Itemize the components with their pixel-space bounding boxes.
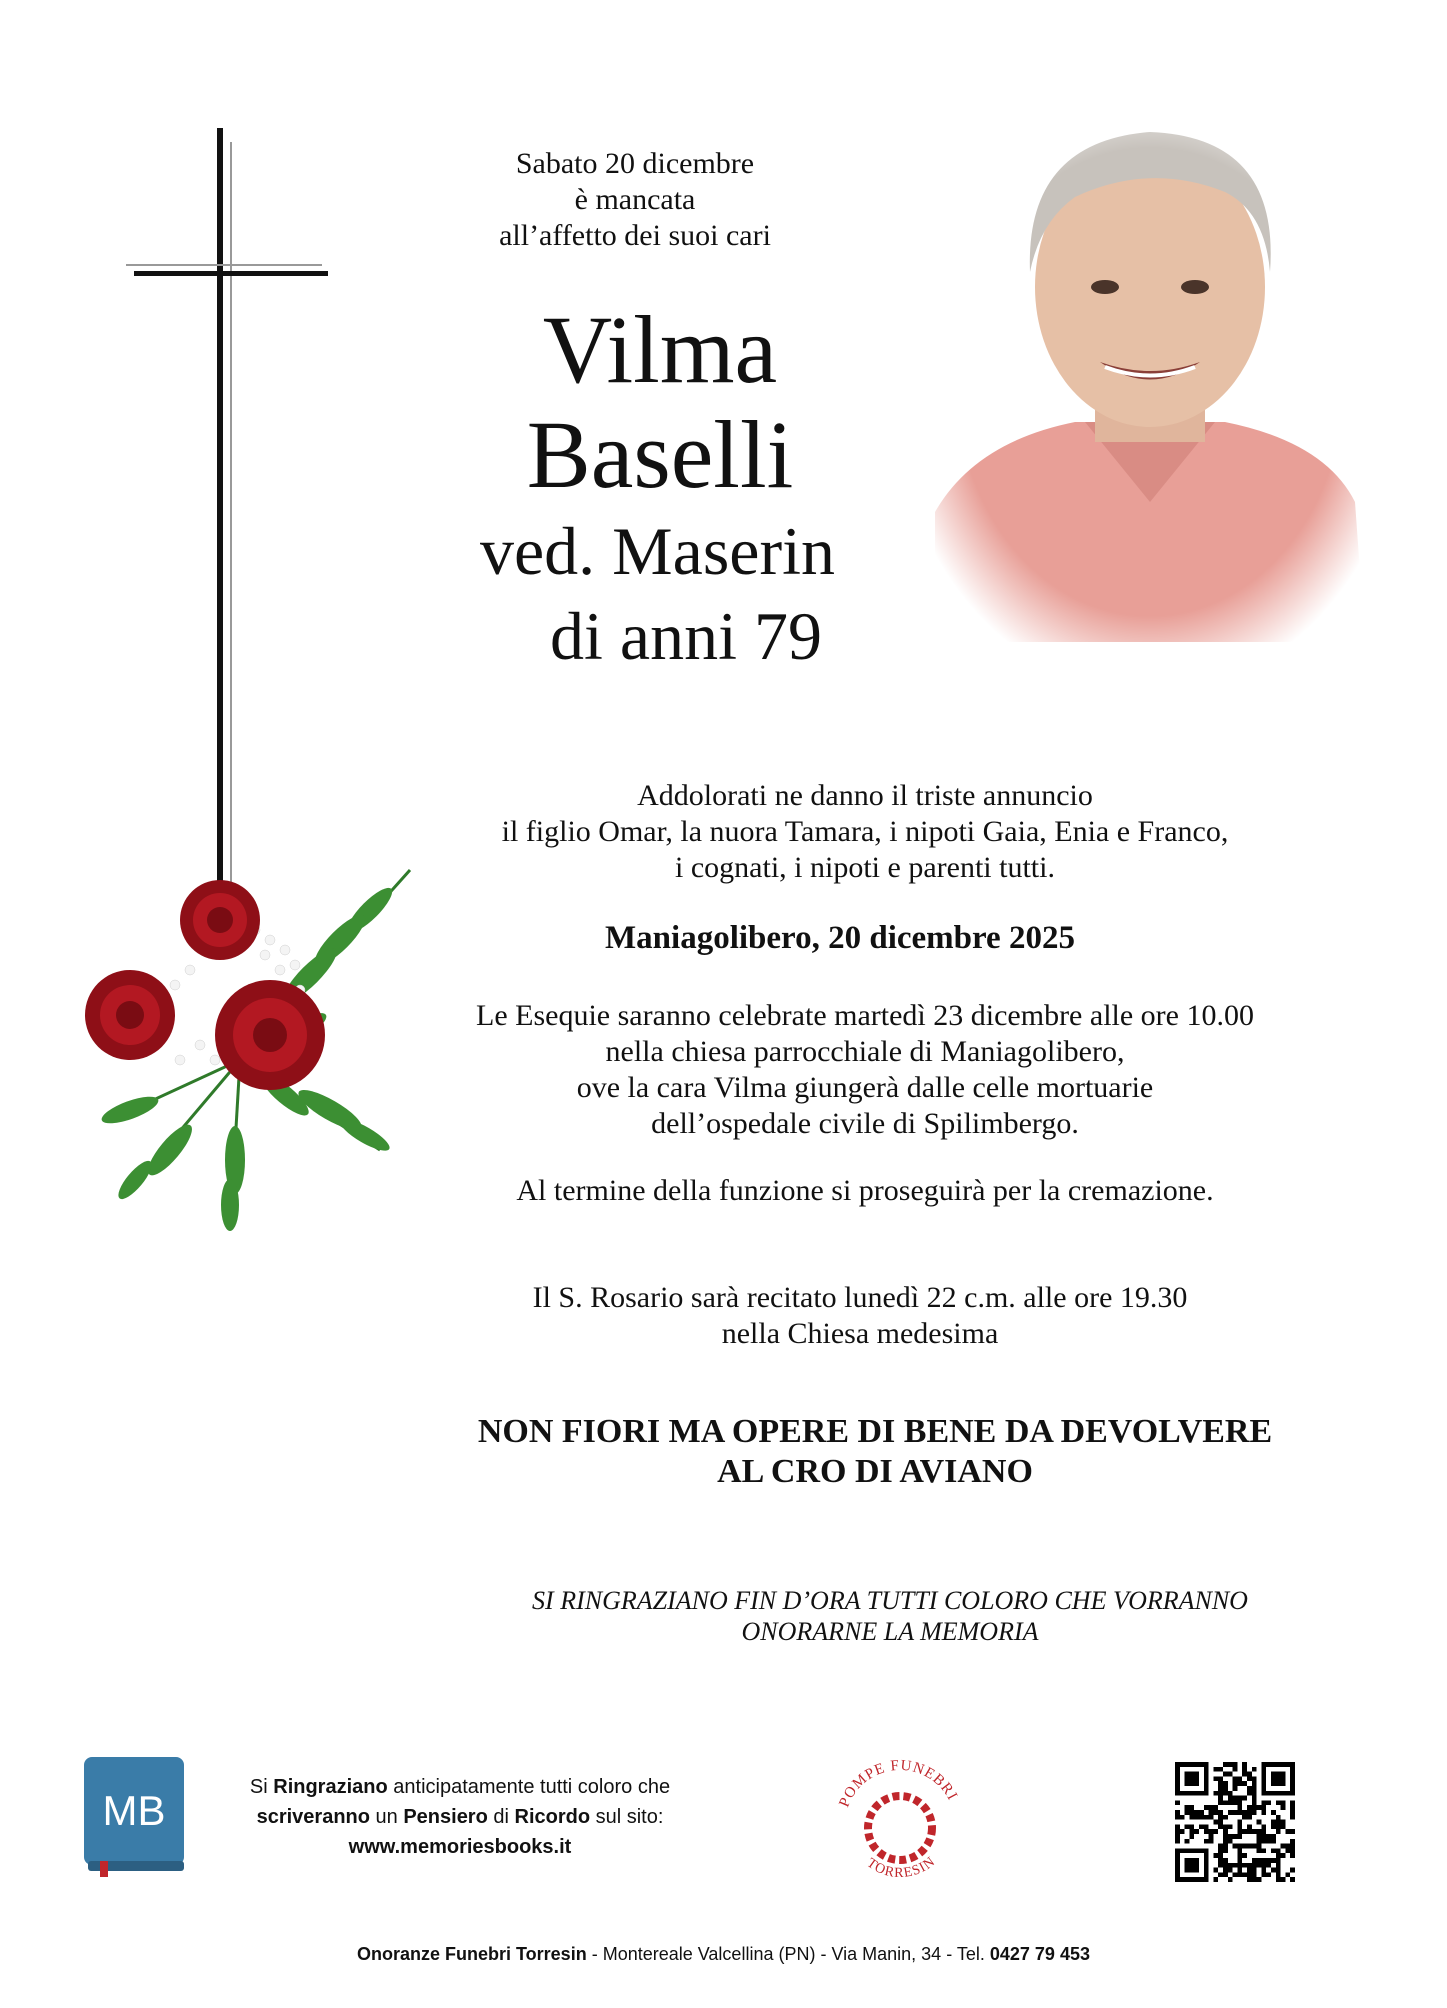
last-name: Baselli: [526, 401, 794, 508]
announcement-line: il figlio Omar, la nuora Tamara, i nipoti Gaia, Enia e Franco,: [501, 815, 1229, 848]
funeral-line: dell’ospedale civile di Spilimbergo.: [651, 1107, 1079, 1140]
svg-text:POMPE FUNEBRI: [836, 1758, 960, 1810]
mb-text: anticipatamente tutti coloro che: [387, 1776, 671, 1798]
funeral-line: nella chiesa parrocchiale di Maniagolibero,: [605, 1035, 1125, 1068]
funeral-line: Le Esequie saranno celebrate martedì 23 dicembre alle ore 10.00: [476, 999, 1254, 1032]
mb-text-bold: Pensiero: [403, 1806, 488, 1828]
footer-address: - Montereale Valcellina (PN) - Via Manin, 34 - Tel.: [586, 1944, 990, 1964]
cross-icon: [120, 128, 340, 898]
funeral-home-logo: [830, 1750, 970, 1890]
donations-note: [400, 1412, 1350, 1492]
thanks-note: [460, 1585, 1320, 1647]
roses-bouquet-icon: [70, 860, 420, 1240]
rosary: [400, 1280, 1320, 1352]
logo-arc-left: POMPE: [836, 1760, 888, 1810]
funeral-details: [400, 998, 1330, 1142]
intro-text: [420, 146, 850, 254]
age: di anni 79: [550, 598, 822, 674]
thanks-line: SI RINGRAZIANO FIN D’ORA TUTTI COLORO CHE VORRANNO: [532, 1586, 1248, 1615]
donations-line: NON FIORI MA OPERE DI BENE DA DEVOLVERE: [477, 1413, 1273, 1450]
memoriesbooks-logo-text: MB: [102, 1787, 166, 1834]
mb-text-bold: Ricordo: [514, 1806, 591, 1828]
footer-phone[interactable]: 0427 79 453: [989, 1944, 1090, 1964]
funeral-line: ove la cara Vilma giungerà dalle celle mortuarie: [576, 1071, 1154, 1104]
memoriesbooks-logo[interactable]: [84, 1757, 188, 1877]
memoriesbooks-line: [210, 1772, 710, 1802]
donations-line: AL CRO DI AVIANO: [717, 1453, 1033, 1490]
place-date: Maniagolibero, 20 dicembre 2025: [605, 920, 1075, 956]
cremation-note: Al termine della funzione si proseguirà per la cremazione.: [516, 1174, 1214, 1207]
footer-name: Onoranze Funebri Torresin: [357, 1944, 587, 1964]
announcement: [400, 778, 1330, 886]
portrait-photo: [935, 122, 1365, 642]
logo-bottom-text: TORRESIN: [863, 1854, 939, 1882]
memoriesbooks-text: [210, 1772, 710, 1862]
mb-text-bold: scriveranno: [256, 1806, 370, 1828]
rosary-line: Il S. Rosario sarà recitato lunedì 22 c.m. alle ore 19.30: [532, 1281, 1188, 1314]
announcement-line: i cognati, i nipoti e parenti tutti.: [675, 851, 1055, 884]
first-name: Vilma: [542, 296, 778, 403]
mb-text: un: [369, 1806, 404, 1828]
mb-text: Si: [249, 1776, 274, 1798]
widow-of: ved. Maserin: [480, 513, 836, 589]
logo-arc-right: FUNEBRI: [889, 1757, 961, 1804]
memoriesbooks-url-line: [210, 1832, 710, 1862]
rosary-line: nella Chiesa medesima: [721, 1317, 999, 1350]
intro-line: Sabato 20 dicembre: [515, 147, 755, 180]
intro-line: all’affetto dei suoi cari: [499, 219, 771, 252]
announcement-line: Addolorati ne danno il triste annuncio: [637, 779, 1093, 812]
thanks-line: ONORARNE LA MEMORIA: [741, 1617, 1039, 1646]
qr-code-icon[interactable]: [1175, 1762, 1295, 1882]
memoriesbooks-line: [210, 1802, 710, 1832]
mb-text-bold: Ringraziano: [273, 1776, 388, 1798]
mb-text: sul sito:: [590, 1806, 664, 1828]
mb-text: di: [487, 1806, 515, 1828]
footer: [120, 1944, 1327, 1965]
memoriesbooks-url[interactable]: www.memoriesbooks.it: [348, 1836, 572, 1858]
intro-line: è mancata: [574, 183, 696, 216]
